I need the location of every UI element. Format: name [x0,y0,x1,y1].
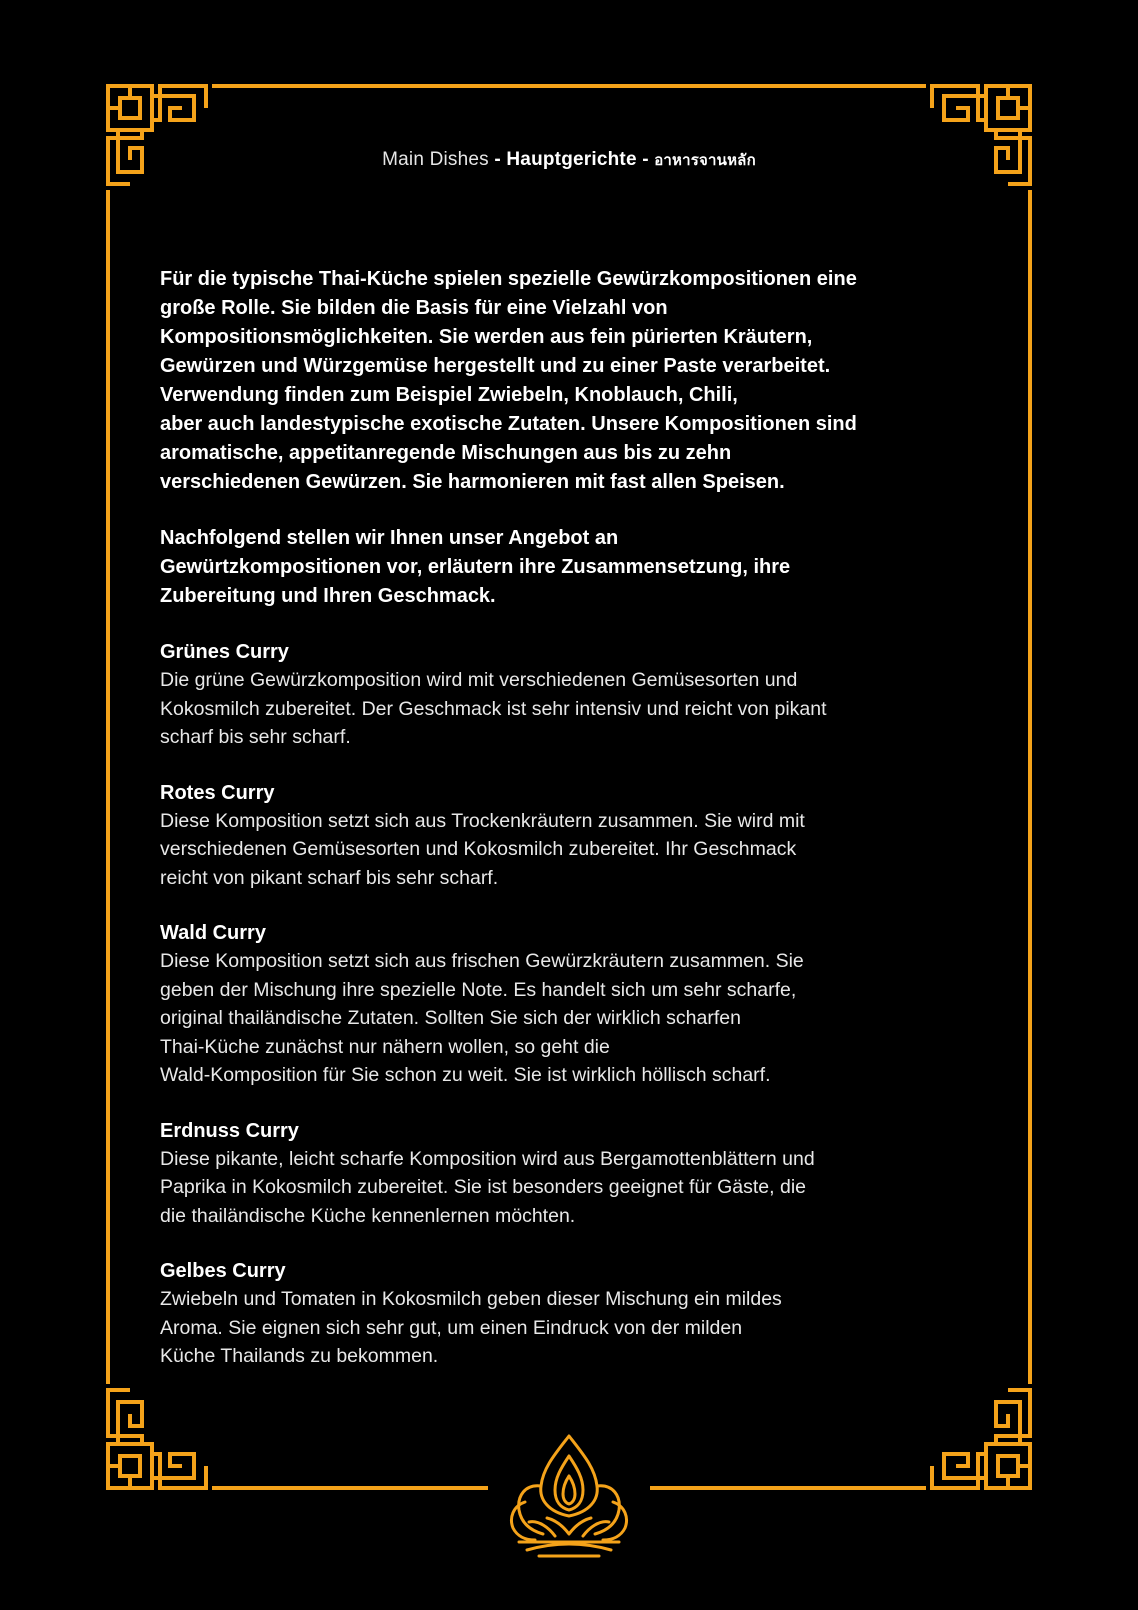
text-line: geben der Mischung ihre spezielle Note. Es handelt sich um sehr scharfe, [160,978,797,1001]
text-line: Paprika in Kokosmilch zubereitet. Sie ist besonders geeignet für Gäste, die [160,1176,807,1198]
curry-section-yellow [160,1257,1005,1371]
text-line: aromatische, appetitanregende Mischungen aus bis zu zehn [160,442,732,464]
text-line: Diese Komposition setzt sich aus Trockenkräutern zusammen. Sie wird mit [160,809,805,832]
section-description [160,807,1005,893]
corner-ornament-bottom-right [932,1390,1030,1488]
curry-section-forest [160,919,1005,1090]
title-separator: - [636,149,655,170]
text-line: Die grüne Gewürzkomposition wird mit verschiedenen Gemüsesorten und [160,669,798,691]
text-line: verschiedenen Gemüsesorten und Kokosmilch zubereitet. Ihr Geschmack [160,838,797,860]
section-description [160,666,1005,752]
page-title [0,148,1138,172]
text-line: Thai-Küche zunächst nur nähern wollen, so geht die [160,1035,610,1058]
text-line: reicht von pikant scharf bis sehr scharf. [160,866,499,889]
lotus-emblem-icon [512,1436,627,1556]
section-title: Gelbes Curry [160,1260,286,1282]
text-line: die thailändische Küche kennenlernen möchten. [160,1204,576,1227]
text-line: Gewürtzkompositionen vor, erläutern ihre Zusammensetzung, ihre [160,556,791,578]
text-line: Kompositionsmöglichkeiten. Sie werden aus fein pürierten Kräutern, [160,326,813,348]
menu-content [160,265,1005,1398]
section-description [160,1145,1005,1231]
text-line: original thailändische Zutaten. Sollten Sie sich der wirklich scharfen [160,1007,741,1029]
text-line: Verwendung finden zum Beispiel Zwiebeln, Knoblauch, Chili, [160,384,738,406]
text-line: große Rolle. Sie bilden die Basis für eine Vielzahl von [160,297,668,319]
corner-ornament-bottom-left [108,1390,206,1488]
title-german: Hauptgerichte [506,149,637,170]
intro-paragraph [160,265,1005,497]
section-description [160,947,1005,1090]
text-line: scharf bis sehr scharf. [160,726,351,748]
intro-paragraph-offer [160,524,1005,611]
text-line: Zwiebeln und Tomaten in Kokosmilch geben dieser Mischung ein mildes [160,1288,782,1310]
section-title: Erdnuss Curry [160,1119,299,1142]
text-line: Wald-Komposition für Sie schon zu weit. Sie ist wirklich höllisch scharf. [160,1064,771,1086]
section-title: Rotes Curry [160,781,275,804]
section-description [160,1285,1005,1371]
text-line: Nachfolgend stellen wir Ihnen unser Angebot an [160,527,619,549]
text-line: Zubereitung und Ihren Geschmack. [160,585,496,607]
text-line: Aroma. Sie eignen sich sehr gut, um einen Eindruck von der milden [160,1316,743,1339]
text-line: Für die typische Thai-Küche spielen spezielle Gewürzkompositionen eine [160,268,857,290]
text-line: Diese Komposition setzt sich aus frischen Gewürzkräutern zusammen. Sie [160,950,804,972]
section-title: Grünes Curry [160,641,289,663]
text-line: aber auch landestypische exotische Zutaten. Unsere Kompositionen sind [160,413,857,435]
text-line: Diese pikante, leicht scharfe Komposition wird aus Bergamottenblättern und [160,1147,815,1170]
title-thai: อาหารจานหลัก [654,152,756,169]
section-title: Wald Curry [160,922,266,944]
curry-section-green [160,638,1005,752]
text-line: Küche Thailands zu bekommen. [160,1345,439,1367]
curry-section-peanut [160,1117,1005,1231]
title-separator: - [488,149,507,170]
curry-section-red [160,779,1005,893]
title-english: Main Dishes [382,149,489,170]
text-line: Gewürzen und Würzgemüse hergestellt und zu einer Paste verarbeitet. [160,355,831,377]
text-line: Kokosmilch zubereitet. Der Geschmack ist sehr intensiv und reicht von pikant [160,697,827,720]
text-line: verschiedenen Gewürzen. Sie harmonieren mit fast allen Speisen. [160,471,785,493]
